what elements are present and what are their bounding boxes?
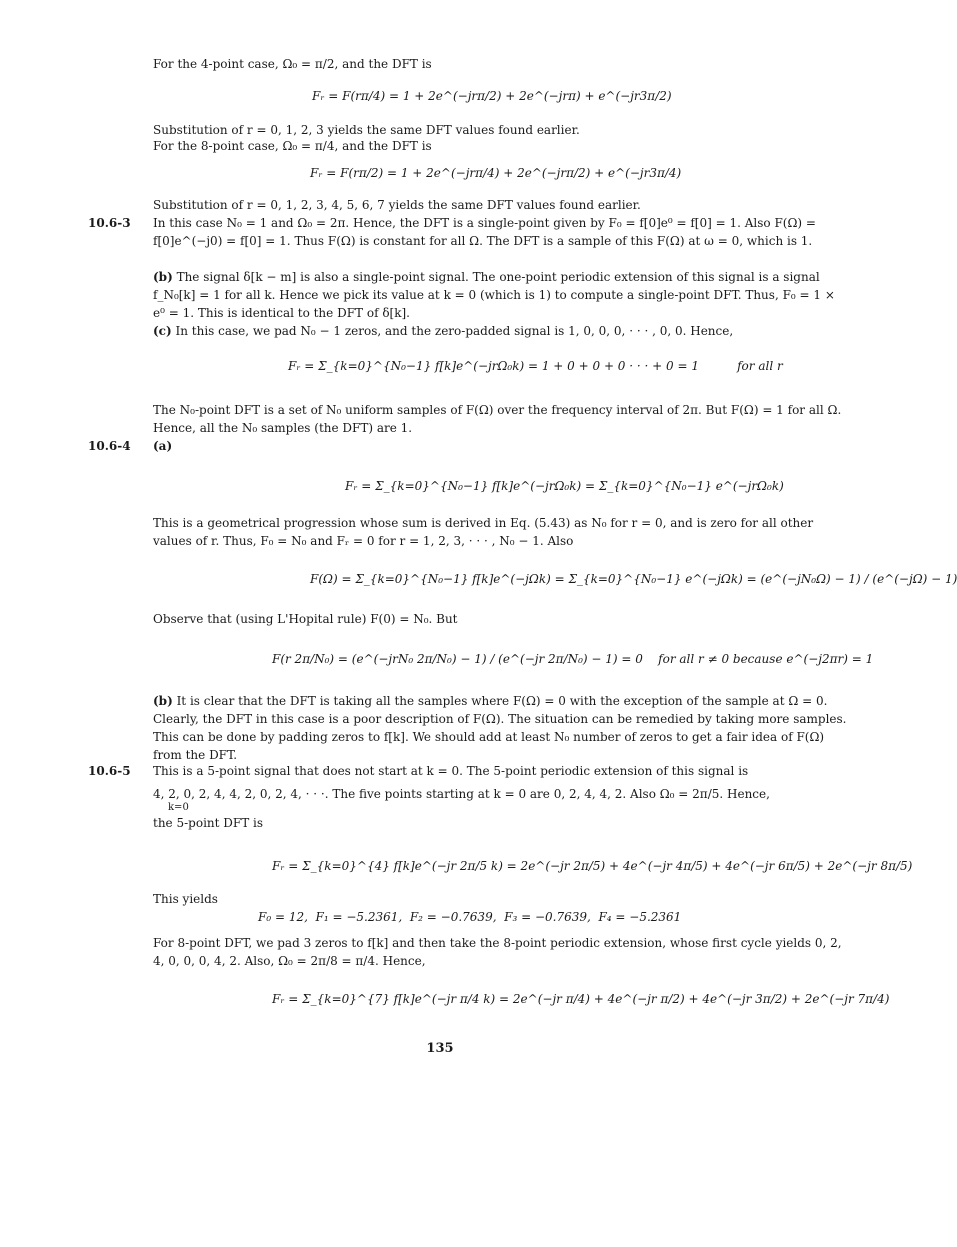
paragraph-text: The signal δ[k − m] is also a single-point signal. The one-point periodic extension of this signal is a signal f_N₀[k] = 1 for all k. Hence we pick its value at k = 0 (which is 1) to compute a single-point DFT. Thus, F₀ = 1 × e⁰ = 1. This is identical to the DFT of δ[k].	[153, 270, 835, 320]
problem-number: 10.6-4	[88, 439, 131, 453]
brace-label: k=0	[168, 802, 189, 813]
equation: F(Ω) = Σ_{k=0}^{N₀−1} f[k]e^(−jΩk) = Σ_{k=0}^{N₀−1} e^(−jΩk) = (e^(−jN₀Ω) − 1) / (e^(−jΩ) − 1)	[310, 572, 957, 586]
text-line: This is a 5-point signal that does not start at k = 0. The 5-point periodic extension of this signal is	[153, 764, 749, 778]
paragraph	[153, 268, 848, 322]
text-line: For the 8-point case, Ω₀ = π/4, and the DFT is	[153, 139, 432, 153]
text-line: the 5-point DFT is	[153, 816, 264, 830]
paragraph-text: It is clear that the DFT is taking all the samples where F(Ω) = 0 with the exception of the sample at Ω = 0. Clearly, the DFT in this case is a poor description of F(Ω). The situation can be remedied by taking more samples. This can be done by padding zeros to f[k]. We should add at least N₀ number of zeros to get a fair idea of F(Ω) from the DFT.	[153, 694, 847, 762]
part-label: (b)	[153, 694, 173, 708]
equation: F(r 2π/N₀) = (e^(−jrN₀ 2π/N₀) − 1) / (e^(−jr 2π/N₀) − 1) = 0 for all r ≠ 0 because e^(−j2πr) = 1	[272, 652, 874, 666]
paragraph	[153, 322, 848, 340]
paragraph: This is a geometrical progression whose sum is derived in Eq. (5.43) as N₀ for r = 0, and is zero for all other values of r. Thus, F₀ = N₀ and Fᵣ = 0 for r = 1, 2, 3, · · · , N₀ − 1. Also	[153, 516, 814, 548]
text-line: Substitution of r = 0, 1, 2, 3, 4, 5, 6, 7 yields the same DFT values found earlier.	[153, 198, 641, 212]
equation: Fᵣ = F(rπ/4) = 1 + 2e^(−jrπ/2) + 2e^(−jrπ) + e^(−jr3π/2)	[312, 89, 672, 103]
equation: Fᵣ = Σ_{k=0}^{N₀−1} f[k]e^(−jrΩ₀k) = 1 + 0 + 0 + 0 · · · + 0 = 1 for all r	[288, 359, 783, 373]
equation: Fᵣ = F(rπ/2) = 1 + 2e^(−jrπ/4) + 2e^(−jrπ/2) + e^(−jr3π/4)	[310, 166, 682, 180]
text-line: 4, 2, 0, 2, 4, 4, 2, 0, 2, 4, · · ·. The five points starting at k = 0 are 0, 2, 4, 4, 2. Also Ω₀ = 2π/5. Hence,	[153, 787, 770, 801]
part-label: (a)	[153, 439, 173, 453]
part-label: (b)	[153, 270, 173, 284]
part-label: (c)	[153, 324, 172, 338]
equation: Fᵣ = Σ_{k=0}^{N₀−1} f[k]e^(−jrΩ₀k) = Σ_{k=0}^{N₀−1} e^(−jrΩ₀k)	[345, 479, 784, 493]
equation: F₀ = 12, F₁ = −5.2361, F₂ = −0.7639, F₃ = −0.7639, F₄ = −5.2361	[258, 910, 682, 924]
problem-number: 10.6-3	[88, 216, 131, 230]
paragraph	[153, 692, 848, 764]
equation: Fᵣ = Σ_{k=0}^{7} f[k]e^(−jr π/4 k) = 2e^(−jr π/4) + 4e^(−jr π/2) + 4e^(−jr 3π/2) + 2e^(−jr 7π/4)	[272, 992, 890, 1006]
paragraph-text: In this case, we pad N₀ − 1 zeros, and the zero-padded signal is 1, 0, 0, 0, · · · , 0, 0. Hence,	[171, 324, 734, 338]
problem-number: 10.6-5	[88, 764, 131, 778]
paragraph: For 8-point DFT, we pad 3 zeros to f[k] and then take the 8-point periodic extension, whose first cycle yields 0, 2, 4, 0, 0, 0, 4, 2. Also, Ω₀ = 2π/8 = π/4. Hence,	[153, 936, 842, 968]
text-line: This yields	[153, 892, 218, 906]
text-line: For the 4-point case, Ω₀ = π/2, and the DFT is	[153, 57, 432, 71]
text-line: Substitution of r = 0, 1, 2, 3 yields the same DFT values found earlier.	[153, 123, 580, 137]
text-line: Observe that (using L'Hopital rule) F(0) = N₀. But	[153, 612, 458, 626]
equation: Fᵣ = Σ_{k=0}^{4} f[k]e^(−jr 2π/5 k) = 2e^(−jr 2π/5) + 4e^(−jr 4π/5) + 4e^(−jr 6π/5) + 2e^(−jr 8π/5)	[272, 859, 913, 873]
page-number: 135	[426, 1041, 454, 1056]
paragraph: In this case N₀ = 1 and Ω₀ = 2π. Hence, the DFT is a single-point given by F₀ = f[0]e⁰ = f[0] = 1. Also F(Ω) = f[0]e^(−j0) = f[0] = 1. Thus F(Ω) is constant for all Ω. The DFT is a sample of this F(Ω) at ω = 0, which is 1.	[153, 216, 816, 248]
paragraph: The N₀-point DFT is a set of N₀ uniform samples of F(Ω) over the frequency interval of 2π. But F(Ω) = 1 for all Ω. Hence, all the N₀ samples (the DFT) are 1.	[153, 403, 842, 435]
